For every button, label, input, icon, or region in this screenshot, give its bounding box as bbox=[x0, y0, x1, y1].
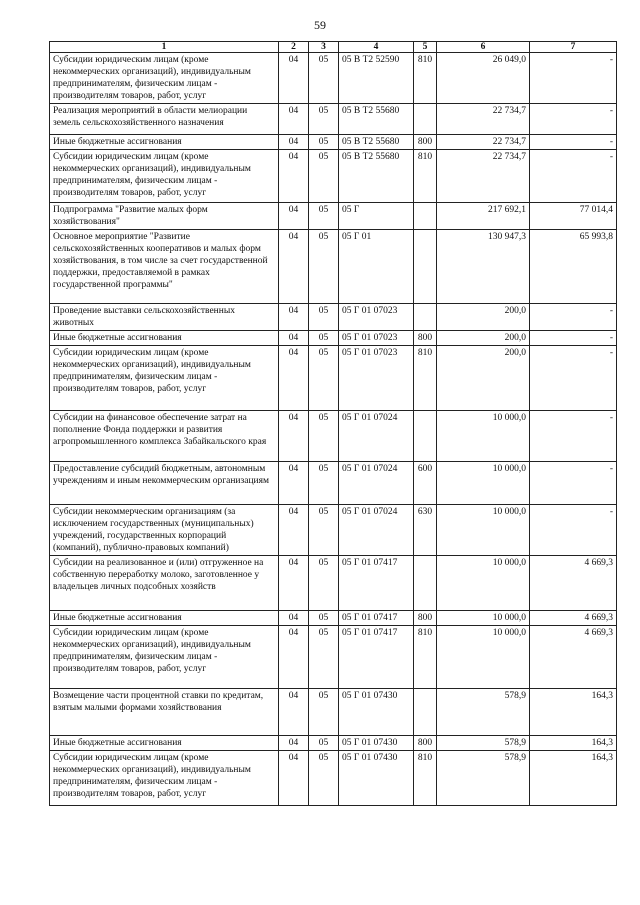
table-row bbox=[50, 556, 617, 611]
row-section-cell: 04 bbox=[279, 462, 309, 505]
row-section-cell: 04 bbox=[279, 203, 309, 230]
row-subsection-cell: 05 bbox=[309, 53, 339, 104]
row-subsection-cell: 05 bbox=[309, 135, 339, 150]
row-section-cell: 04 bbox=[279, 304, 309, 331]
row-section-cell: 04 bbox=[279, 611, 309, 626]
table-row bbox=[50, 135, 617, 150]
row-amount-cell: 10 000,0 bbox=[437, 505, 530, 556]
page-number: 59 bbox=[314, 18, 326, 32]
row-target-article-cell: 05 Г 01 07430 bbox=[339, 689, 414, 736]
row-section-cell: 04 bbox=[279, 556, 309, 611]
row-federal-amount-cell: - bbox=[530, 505, 617, 556]
row-name-cell: Субсидии юридическим лицам (кроме некоммерческих организаций), индивидуальным предпринимателям, физическим лицам - производителям товаров, работ, услуг bbox=[50, 346, 279, 411]
table-row bbox=[50, 104, 617, 135]
table-row bbox=[50, 304, 617, 331]
row-section-cell: 04 bbox=[279, 150, 309, 203]
row-expense-type-cell: 810 bbox=[414, 626, 437, 689]
row-amount-cell: 578,9 bbox=[437, 751, 530, 806]
header-cell-5: 5 bbox=[414, 42, 437, 53]
row-federal-amount-cell: 164,3 bbox=[530, 736, 617, 751]
row-section-cell: 04 bbox=[279, 736, 309, 751]
row-federal-amount-cell: 77 014,4 bbox=[530, 203, 617, 230]
table-row bbox=[50, 411, 617, 462]
row-federal-amount-cell: 4 669,3 bbox=[530, 626, 617, 689]
row-target-article-cell: 05 Г 01 07023 bbox=[339, 304, 414, 331]
table-row bbox=[50, 230, 617, 304]
row-name-cell: Основное мероприятие "Развитие сельскохозяйственных кооперативов и малых форм хозяйствования, в том числе за счет государственной поддержки, предоставляемой в рамках государственной программы" bbox=[50, 230, 279, 304]
row-section-cell: 04 bbox=[279, 331, 309, 346]
table-row bbox=[50, 346, 617, 411]
row-subsection-cell: 05 bbox=[309, 626, 339, 689]
row-section-cell: 04 bbox=[279, 751, 309, 806]
row-federal-amount-cell: 65 993,8 bbox=[530, 230, 617, 304]
row-name-cell: Субсидии юридическим лицам (кроме некоммерческих организаций), индивидуальным предпринимателям, физическим лицам - производителям товаров, работ, услуг bbox=[50, 150, 279, 203]
row-subsection-cell: 05 bbox=[309, 150, 339, 203]
row-name-cell: Возмещение части процентной ставки по кредитам, взятым малыми формами хозяйствования bbox=[50, 689, 279, 736]
row-target-article-cell: 05 Г 01 07430 bbox=[339, 736, 414, 751]
row-name-cell: Субсидии юридическим лицам (кроме некоммерческих организаций), индивидуальным предпринимателям, физическим лицам - производителям товаров, работ, услуг bbox=[50, 751, 279, 806]
row-target-article-cell: 05 Г 01 07417 bbox=[339, 611, 414, 626]
row-section-cell: 04 bbox=[279, 689, 309, 736]
row-name-cell: Субсидии юридическим лицам (кроме некоммерческих организаций), индивидуальным предпринимателям, физическим лицам - производителям товаров, работ, услуг bbox=[50, 626, 279, 689]
row-federal-amount-cell: - bbox=[530, 462, 617, 505]
header-cell-1: 1 bbox=[50, 42, 279, 53]
row-amount-cell: 578,9 bbox=[437, 689, 530, 736]
row-subsection-cell: 05 bbox=[309, 505, 339, 556]
row-expense-type-cell: 800 bbox=[414, 331, 437, 346]
row-name-cell: Предоставление субсидий бюджетным, автономным учреждениям и иным некоммерческим организациям bbox=[50, 462, 279, 505]
row-name-cell: Иные бюджетные ассигнования bbox=[50, 736, 279, 751]
row-subsection-cell: 05 bbox=[309, 304, 339, 331]
table-row bbox=[50, 331, 617, 346]
row-federal-amount-cell: - bbox=[530, 135, 617, 150]
row-name-cell: Проведение выставки сельскохозяйственных животных bbox=[50, 304, 279, 331]
row-federal-amount-cell: - bbox=[530, 346, 617, 411]
row-expense-type-cell bbox=[414, 304, 437, 331]
row-expense-type-cell bbox=[414, 689, 437, 736]
row-subsection-cell: 05 bbox=[309, 462, 339, 505]
table-row bbox=[50, 736, 617, 751]
row-expense-type-cell: 600 bbox=[414, 462, 437, 505]
row-subsection-cell: 05 bbox=[309, 331, 339, 346]
row-subsection-cell: 05 bbox=[309, 751, 339, 806]
row-subsection-cell: 05 bbox=[309, 104, 339, 135]
row-amount-cell: 217 692,1 bbox=[437, 203, 530, 230]
table-row bbox=[50, 751, 617, 806]
row-expense-type-cell: 800 bbox=[414, 611, 437, 626]
row-expense-type-cell bbox=[414, 556, 437, 611]
header-cell-4: 4 bbox=[339, 42, 414, 53]
row-target-article-cell: 05 Г 01 07023 bbox=[339, 346, 414, 411]
table-row bbox=[50, 626, 617, 689]
row-target-article-cell: 05 Г 01 bbox=[339, 230, 414, 304]
row-target-article-cell: 05 В Т2 55680 bbox=[339, 150, 414, 203]
row-name-cell: Иные бюджетные ассигнования bbox=[50, 135, 279, 150]
row-federal-amount-cell: - bbox=[530, 304, 617, 331]
row-federal-amount-cell: - bbox=[530, 331, 617, 346]
row-target-article-cell: 05 Г 01 07024 bbox=[339, 462, 414, 505]
table-row bbox=[50, 462, 617, 505]
table-row bbox=[50, 150, 617, 203]
row-section-cell: 04 bbox=[279, 411, 309, 462]
header-cell-2: 2 bbox=[279, 42, 309, 53]
row-subsection-cell: 05 bbox=[309, 203, 339, 230]
row-federal-amount-cell: 164,3 bbox=[530, 751, 617, 806]
row-subsection-cell: 05 bbox=[309, 556, 339, 611]
row-expense-type-cell: 810 bbox=[414, 53, 437, 104]
row-section-cell: 04 bbox=[279, 135, 309, 150]
row-target-article-cell: 05 Г 01 07417 bbox=[339, 626, 414, 689]
row-amount-cell: 130 947,3 bbox=[437, 230, 530, 304]
row-name-cell: Субсидии на реализованное и (или) отгруженное на собственную переработку молоко, заготовленное у владельцев личных подсобных хозяйств bbox=[50, 556, 279, 611]
row-expense-type-cell: 800 bbox=[414, 736, 437, 751]
row-section-cell: 04 bbox=[279, 505, 309, 556]
row-target-article-cell: 05 Г 01 07417 bbox=[339, 556, 414, 611]
row-subsection-cell: 05 bbox=[309, 230, 339, 304]
row-section-cell: 04 bbox=[279, 626, 309, 689]
row-amount-cell: 26 049,0 bbox=[437, 53, 530, 104]
row-subsection-cell: 05 bbox=[309, 346, 339, 411]
row-target-article-cell: 05 Г bbox=[339, 203, 414, 230]
row-name-cell: Субсидии юридическим лицам (кроме некоммерческих организаций), индивидуальным предпринимателям, физическим лицам - производителям товаров, работ, услуг bbox=[50, 53, 279, 104]
table-row bbox=[50, 689, 617, 736]
row-amount-cell: 578,9 bbox=[437, 736, 530, 751]
table-row bbox=[50, 505, 617, 556]
header-cell-7: 7 bbox=[530, 42, 617, 53]
row-target-article-cell: 05 В Т2 55680 bbox=[339, 135, 414, 150]
row-amount-cell: 10 000,0 bbox=[437, 462, 530, 505]
row-name-cell: Субсидии на финансовое обеспечение затрат на пополнение Фонда поддержки и развития агропромышленного комплекса Забайкальского края bbox=[50, 411, 279, 462]
row-subsection-cell: 05 bbox=[309, 689, 339, 736]
row-subsection-cell: 05 bbox=[309, 736, 339, 751]
table-header-row bbox=[50, 42, 617, 53]
row-target-article-cell: 05 Г 01 07024 bbox=[339, 505, 414, 556]
row-amount-cell: 22 734,7 bbox=[437, 135, 530, 150]
row-name-cell: Иные бюджетные ассигнования bbox=[50, 331, 279, 346]
row-federal-amount-cell: - bbox=[530, 53, 617, 104]
row-name-cell: Субсидии некоммерческим организациям (за исключением государственных (муниципальных) учреждений, государственных корпораций (компаний), публично-правовых компаний) bbox=[50, 505, 279, 556]
row-expense-type-cell: 810 bbox=[414, 150, 437, 203]
row-expense-type-cell: 810 bbox=[414, 751, 437, 806]
row-expense-type-cell: 630 bbox=[414, 505, 437, 556]
row-name-cell: Реализация мероприятий в области мелиорации земель сельскохозяйственного назначения bbox=[50, 104, 279, 135]
row-expense-type-cell bbox=[414, 411, 437, 462]
row-amount-cell: 10 000,0 bbox=[437, 411, 530, 462]
row-expense-type-cell bbox=[414, 203, 437, 230]
row-amount-cell: 10 000,0 bbox=[437, 556, 530, 611]
row-section-cell: 04 bbox=[279, 104, 309, 135]
row-name-cell: Подпрограмма "Развитие малых форм хозяйствования" bbox=[50, 203, 279, 230]
row-target-article-cell: 05 Г 01 07024 bbox=[339, 411, 414, 462]
header-cell-3: 3 bbox=[309, 42, 339, 53]
row-federal-amount-cell: - bbox=[530, 150, 617, 203]
row-subsection-cell: 05 bbox=[309, 611, 339, 626]
row-amount-cell: 22 734,7 bbox=[437, 104, 530, 135]
row-federal-amount-cell: - bbox=[530, 104, 617, 135]
row-expense-type-cell bbox=[414, 104, 437, 135]
row-expense-type-cell bbox=[414, 230, 437, 304]
header-cell-6: 6 bbox=[437, 42, 530, 53]
row-target-article-cell: 05 В Т2 52590 bbox=[339, 53, 414, 104]
row-federal-amount-cell: - bbox=[530, 411, 617, 462]
budget-table bbox=[49, 41, 617, 806]
row-section-cell: 04 bbox=[279, 53, 309, 104]
row-name-cell: Иные бюджетные ассигнования bbox=[50, 611, 279, 626]
row-amount-cell: 200,0 bbox=[437, 346, 530, 411]
row-federal-amount-cell: 4 669,3 bbox=[530, 556, 617, 611]
row-expense-type-cell: 810 bbox=[414, 346, 437, 411]
row-federal-amount-cell: 4 669,3 bbox=[530, 611, 617, 626]
table-row bbox=[50, 203, 617, 230]
row-target-article-cell: 05 Г 01 07430 bbox=[339, 751, 414, 806]
row-subsection-cell: 05 bbox=[309, 411, 339, 462]
row-target-article-cell: 05 В Т2 55680 bbox=[339, 104, 414, 135]
row-amount-cell: 22 734,7 bbox=[437, 150, 530, 203]
row-section-cell: 04 bbox=[279, 230, 309, 304]
row-amount-cell: 10 000,0 bbox=[437, 626, 530, 689]
row-target-article-cell: 05 Г 01 07023 bbox=[339, 331, 414, 346]
row-expense-type-cell: 800 bbox=[414, 135, 437, 150]
row-amount-cell: 200,0 bbox=[437, 331, 530, 346]
row-amount-cell: 10 000,0 bbox=[437, 611, 530, 626]
table-row bbox=[50, 611, 617, 626]
row-amount-cell: 200,0 bbox=[437, 304, 530, 331]
row-federal-amount-cell: 164,3 bbox=[530, 689, 617, 736]
row-section-cell: 04 bbox=[279, 346, 309, 411]
table-row bbox=[50, 53, 617, 104]
